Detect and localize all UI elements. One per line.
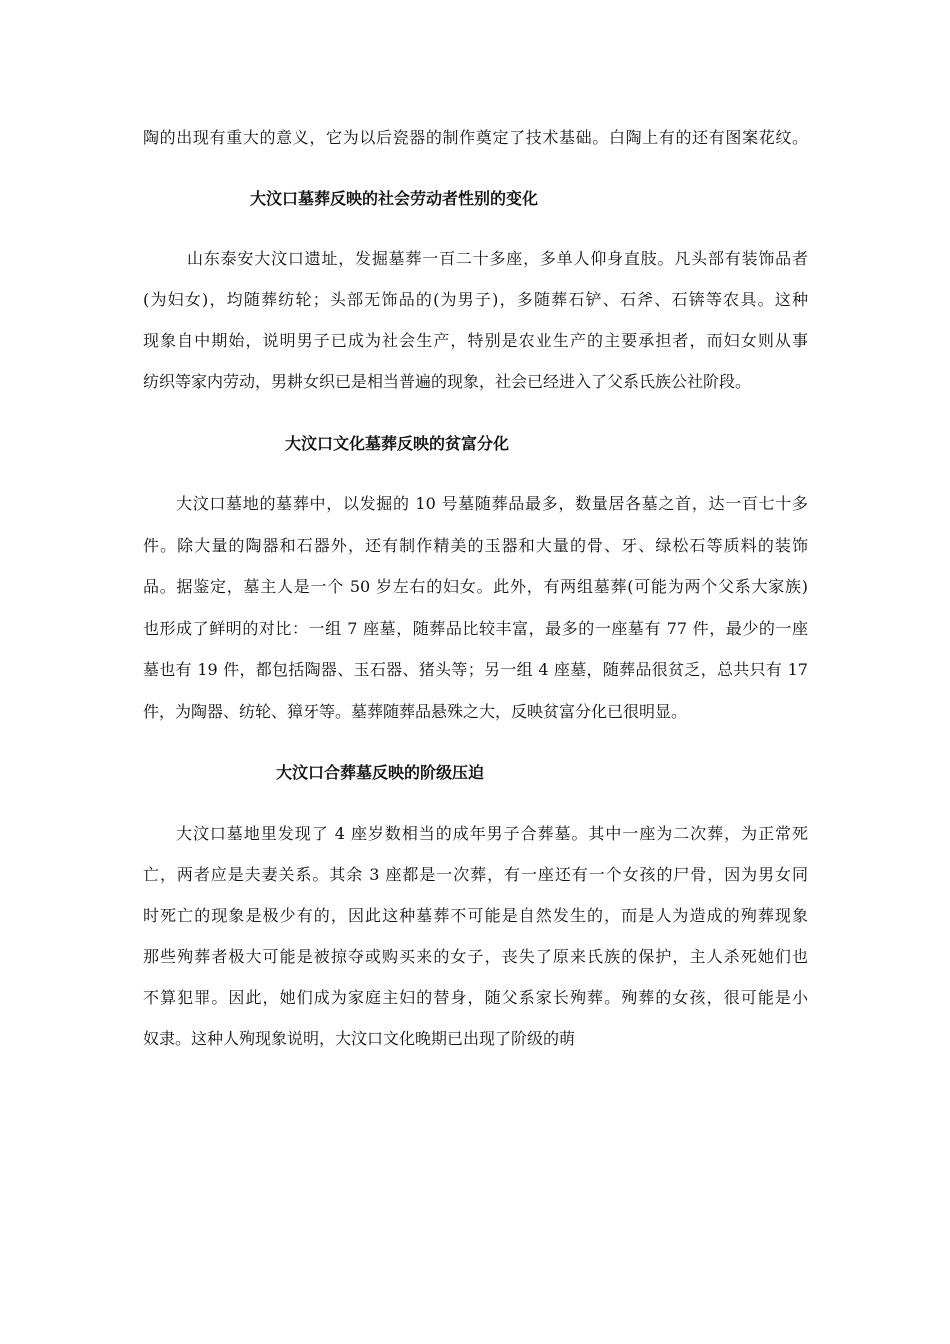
section-2-line: 墓也有 19 件，都包括陶器、玉石器、猪头等；另一组 4 座墓，随葬品很贫乏，总共只有 17 [143,660,808,679]
section-2-line: 大汶口墓地的墓葬中，以发掘的 10 号墓随葬品最多，数量居各墓之首，达一百七十多 [176,494,808,513]
section-3-heading: 大汶口合葬墓反映的阶级压迫 [276,763,485,782]
section-3-line: 不算犯罪。因此，她们成为家庭主妇的替身，随父系家长殉葬。殉葬的女孩，很可能是小 [143,988,808,1007]
intro-paragraph: 陶的出现有重大的意义，它为以后瓷器的制作奠定了技术基础。白陶上有的还有图案花纹。 [143,128,808,147]
section-1-line: 现象自中期始，说明男子已成为社会生产，特别是农业生产的主要承担者，而妇女则从事 [143,331,808,350]
section-2-heading: 大汶口文化墓葬反映的贫富分化 [285,434,510,453]
section-3-line: 奴隶。这种人殉现象说明，大汶口文化晚期已出现了阶级的萌 [143,1029,576,1048]
section-2-line: 件。除大量的陶器和石器外，还有制作精美的玉器和大量的骨、牙、绿松石等质料的装饰 [143,536,808,555]
section-3-line: 那些殉葬者极大可能是被掠夺或购买来的女子，丧失了原来氏族的保护，主人杀死她们也 [143,947,808,966]
section-2-line: 件，为陶器、纺轮、獐牙等。墓葬随葬品悬殊之大，反映贫富分化已很明显。 [143,702,688,721]
section-2-line: 品。据鉴定，墓主人是一个 50 岁左右的妇女。此外，有两组墓葬(可能为两个父系大家族) [143,577,808,596]
section-3-line: 亡，两者应是夫妻关系。其余 3 座都是一次葬，有一座还有一个女孩的尸骨，因为男女同 [143,865,808,884]
section-2-line: 也形成了鲜明的对比：一组 7 座墓，随葬品比较丰富，最多的一座墓有 77 件，最少的一座 [143,619,808,638]
section-1-line: 山东泰安大汶口遗址，发掘墓葬一百二十多座，多单人仰身直肢。凡头部有装饰品者 [187,249,808,268]
section-3-line: 大汶口墓地里发现了 4 座岁数相当的成年男子合葬墓。其中一座为二次葬，为正常死 [176,824,808,843]
section-1-line: 纺织等家内劳动，男耕女织已是相当普遍的现象，社会已经进入了父系氏族公社阶段。 [143,372,752,391]
section-1-heading: 大汶口墓葬反映的社会劳动者性别的变化 [250,189,539,208]
section-1-line: (为妇女)，均随葬纺轮；头部无饰品的(为男子)，多随葬石铲、石斧、石锛等农具。这种 [143,290,808,309]
section-3-line: 时死亡的现象是极少有的，因此这种墓葬不可能是自然发生的，而是人为造成的殉葬现象 [143,906,808,925]
